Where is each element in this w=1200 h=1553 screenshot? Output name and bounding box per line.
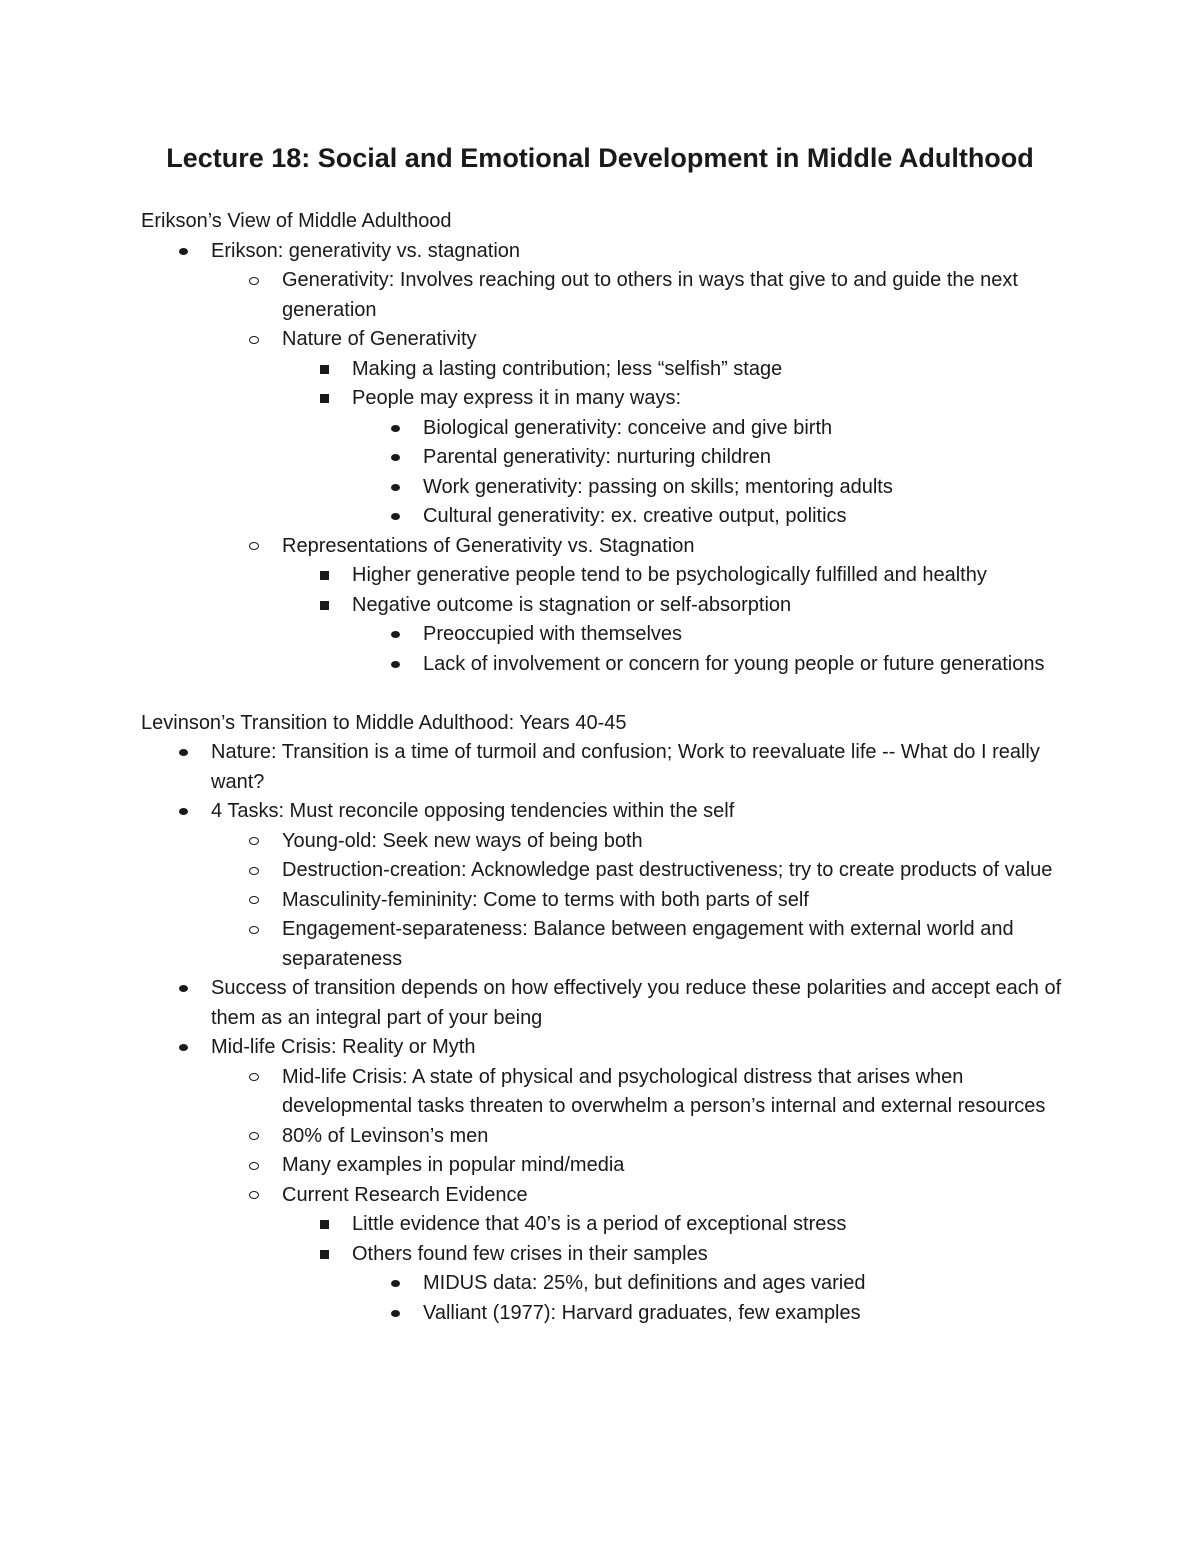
bullet-ring-icon (244, 1151, 264, 1181)
page-title: Lecture 18: Social and Emotional Development in Middle Adulthood (166, 143, 1034, 173)
bullet-dot-icon (385, 650, 405, 680)
bullet-dot-icon (173, 1033, 193, 1063)
list-item: Representations of Generativity vs. Stagnation (141, 532, 1071, 562)
bullet-ring-icon (244, 915, 264, 945)
section-heading: Erikson’s View of Middle Adulthood (141, 210, 452, 232)
list-item: Engagement-separateness: Balance between engagement with external world and separateness (141, 915, 1071, 974)
list-item: 80% of Levinson’s men (141, 1122, 1071, 1152)
bullet-ring-icon (244, 266, 264, 296)
list-item: Biological generativity: conceive and give birth (141, 414, 1071, 444)
bullet-square-icon (314, 355, 334, 385)
list-item: Cultural generativity: ex. creative output, politics (141, 502, 1071, 532)
list-item: Nature of Generativity (141, 325, 1071, 355)
list-item: Valliant (1977): Harvard graduates, few examples (141, 1299, 1071, 1329)
bullet-dot-icon (385, 473, 405, 503)
list-item: Little evidence that 40’s is a period of exceptional stress (141, 1210, 1071, 1240)
bullet-dot-icon (385, 414, 405, 444)
list-item: Lack of involvement or concern for young people or future generations (141, 650, 1071, 680)
bullet-ring-icon (244, 1181, 264, 1211)
section-levinson (141, 709, 1071, 1329)
bullet-list (141, 738, 1071, 1328)
list-item: Destruction-creation: Acknowledge past destructiveness; try to create products of value (141, 856, 1071, 886)
bullet-ring-icon (244, 325, 264, 355)
bullet-dot-icon (173, 738, 193, 768)
bullet-list (141, 237, 1071, 680)
list-item: Making a lasting contribution; less “selfish” stage (141, 355, 1071, 385)
list-item: Young-old: Seek new ways of being both (141, 827, 1071, 857)
list-item: Current Research Evidence (141, 1181, 1071, 1211)
list-item: Parental generativity: nurturing children (141, 443, 1071, 473)
bullet-dot-icon (385, 502, 405, 532)
bullet-dot-icon (385, 620, 405, 650)
list-item: 4 Tasks: Must reconcile opposing tendencies within the self (141, 797, 1071, 827)
document-body (141, 207, 1071, 1328)
list-item: Nature: Transition is a time of turmoil and confusion; Work to reevaluate life -- What do I really want? (141, 738, 1071, 797)
bullet-ring-icon (244, 827, 264, 857)
list-item: People may express it in many ways: (141, 384, 1071, 414)
bullet-ring-icon (244, 1063, 264, 1093)
bullet-ring-icon (244, 532, 264, 562)
bullet-ring-icon (244, 886, 264, 916)
list-item: Negative outcome is stagnation or self-absorption (141, 591, 1071, 621)
bullet-dot-icon (385, 1269, 405, 1299)
list-item: Mid-life Crisis: A state of physical and psychological distress that arises when developmental tasks threaten to overwhelm a person’s internal and external resources (141, 1063, 1071, 1122)
list-item: Preoccupied with themselves (141, 620, 1071, 650)
list-item: Work generativity: passing on skills; mentoring adults (141, 473, 1071, 503)
bullet-dot-icon (385, 1299, 405, 1329)
list-item: Generativity: Involves reaching out to others in ways that give to and guide the next generation (141, 266, 1071, 325)
bullet-square-icon (314, 591, 334, 621)
list-item: Others found few crises in their samples (141, 1240, 1071, 1270)
bullet-dot-icon (173, 797, 193, 827)
bullet-dot-icon (385, 443, 405, 473)
bullet-square-icon (314, 1240, 334, 1270)
list-item: MIDUS data: 25%, but definitions and ages varied (141, 1269, 1071, 1299)
bullet-ring-icon (244, 1122, 264, 1152)
bullet-dot-icon (173, 237, 193, 267)
bullet-dot-icon (173, 974, 193, 1004)
list-item: Mid-life Crisis: Reality or Myth (141, 1033, 1071, 1063)
list-item: Success of transition depends on how effectively you reduce these polarities and accept each of them as an integral part of your being (141, 974, 1071, 1033)
list-item: Many examples in popular mind/media (141, 1151, 1071, 1181)
bullet-ring-icon (244, 856, 264, 886)
section-erikson (141, 207, 1071, 679)
bullet-square-icon (314, 561, 334, 591)
list-item: Higher generative people tend to be psychologically fulfilled and healthy (141, 561, 1071, 591)
bullet-square-icon (314, 1210, 334, 1240)
section-heading: Levinson’s Transition to Middle Adulthood: Years 40-45 (141, 711, 627, 734)
bullet-square-icon (314, 384, 334, 414)
list-item: Masculinity-femininity: Come to terms with both parts of self (141, 886, 1071, 916)
list-item: Erikson: generativity vs. stagnation (141, 237, 1071, 267)
